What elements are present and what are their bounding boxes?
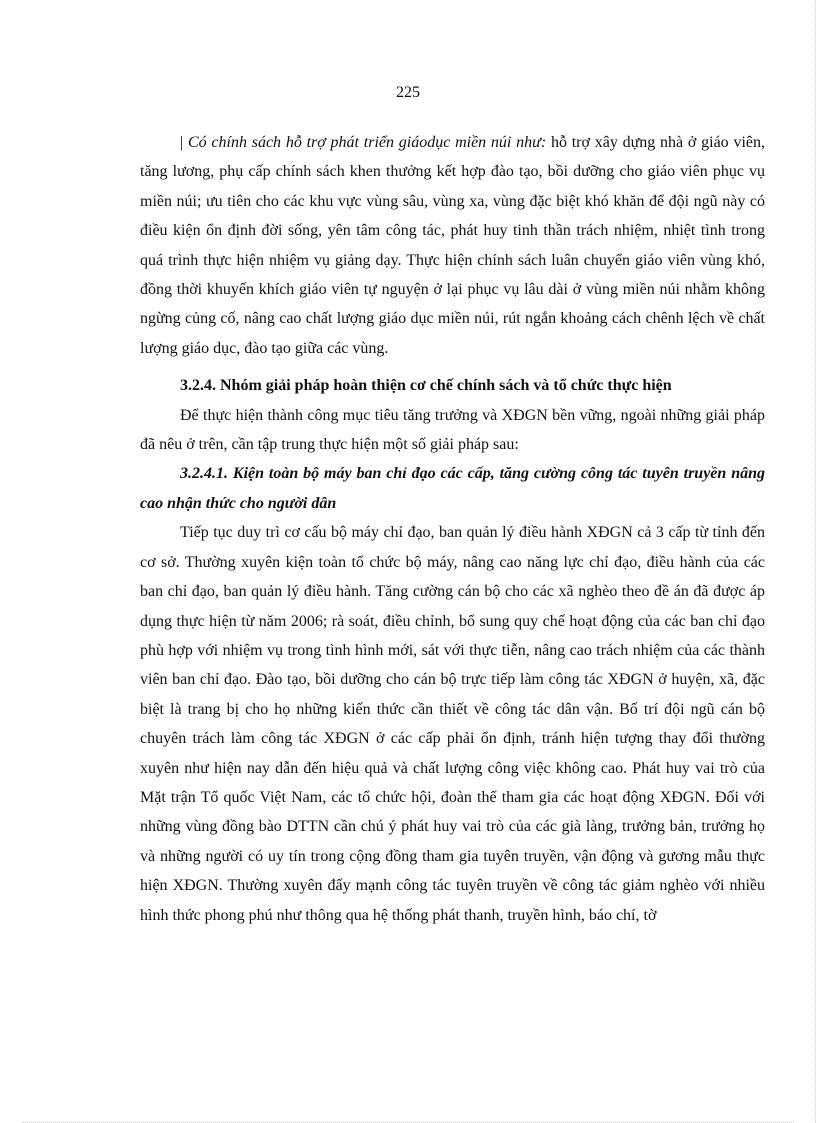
paragraph-intro-solutions: Để thực hiện thành công mục tiêu tăng trưởng và XĐGN bền vững, ngoài những giải pháp đã nêu ở trên, cần tập trung thực hiện một số giải pháp sau: bbox=[140, 406, 765, 454]
paragraph-lead-italic: Có chính sách hỗ trợ phát triển giáodục miền núi như: bbox=[187, 134, 547, 151]
page-number: 225 bbox=[396, 84, 420, 101]
text-cursor: | bbox=[180, 134, 188, 151]
paragraph-body: hỗ trợ xây dựng nhà ở giáo viên, tăng lương, phụ cấp chính sách khen thưởng kết hợp đào tạo, bồi dưỡng cho giáo viên phục vụ miền núi; ưu tiên cho các khu vực vùng sâu, vùng xa, vùng đặc biệt khó khăn để đội ngũ này có điều kiện ổn định đời sống, yên tâm công tác, phát huy tinh thần trách nhiệm, nhiệt tình trong quá trình thực hiện nhiệm vụ giảng dạy. Thực hiện chính sách luân chuyển giáo viên vùng khó, đồng thời khuyến khích giáo viên tự nguyện ở lại phục vụ lâu dài ở vùng miền núi nhằm không ngừng củng cố, nâng cao chất lượng giáo dục miền núi, rút ngắn khoảng cách chênh lệch về chất lượng giáo dục, đào tạo giữa các vùng. bbox=[140, 134, 765, 357]
paragraph-education-policy bbox=[140, 128, 765, 363]
subsection-heading-3-2-4-1: 3.2.4.1. Kiện toàn bộ máy ban chỉ đạo các cấp, tăng cường công tác tuyên truyền nâng cao nhận thức cho người dân bbox=[140, 465, 765, 512]
document-body bbox=[140, 128, 765, 930]
paragraph-steering-committee: Tiếp tục duy trì cơ cấu bộ máy chỉ đạo, ban quản lý điều hành XĐGN cả 3 cấp từ tỉnh đến cơ sở. Thường xuyên kiện toàn tổ chức bộ máy, nâng cao năng lực chỉ đạo, điều hành của các ban chỉ đạo, ban quản lý điều hành. Tăng cường cán bộ cho các xã nghèo theo đề án đã được áp dụng thực hiện từ năm 2006; rà soát, điều chỉnh, bổ sung quy chế hoạt động của các ban chỉ đạo phù hợp với nhiệm vụ trong tình hình mới, sát với thực tiễn, nâng cao trách nhiệm của các thành viên ban chỉ đạo. Đào tạo, bồi dưỡng cho cán bộ trực tiếp làm công tác XĐGN ở huyện, xã, đặc biệt là trang bị cho họ những kiến thức cần thiết về công tác dân vận. Bố trí đội ngũ cán bộ chuyên trách làm công tác XĐGN ở các cấp phải ổn định, tránh hiện tượng thay đổi thường xuyên như hiện nay dẫn đến hiệu quả và chất lượng công việc không cao. Phát huy vai trò của Mặt trận Tổ quốc Việt Nam, các tổ chức hội, đoàn thể tham gia các hoạt động XĐGN. Đối với những vùng đồng bào DTTN cần chú ý phát huy vai trò của các già làng, trưởng bản, trưởng họ và những người có uy tín trong cộng đồng tham gia tuyên truyền, vận động và gương mẫu thực hiện XĐGN. Thường xuyên đẩy mạnh công tác tuyên truyền về công tác giảm nghèo với nhiều hình thức phong phú như thông qua hệ thống phát thanh, truyền hình, báo chí, tờ bbox=[140, 524, 765, 924]
section-heading-3-2-4: 3.2.4. Nhóm giải pháp hoàn thiện cơ chế chính sách và tổ chức thực hiện bbox=[180, 377, 672, 395]
